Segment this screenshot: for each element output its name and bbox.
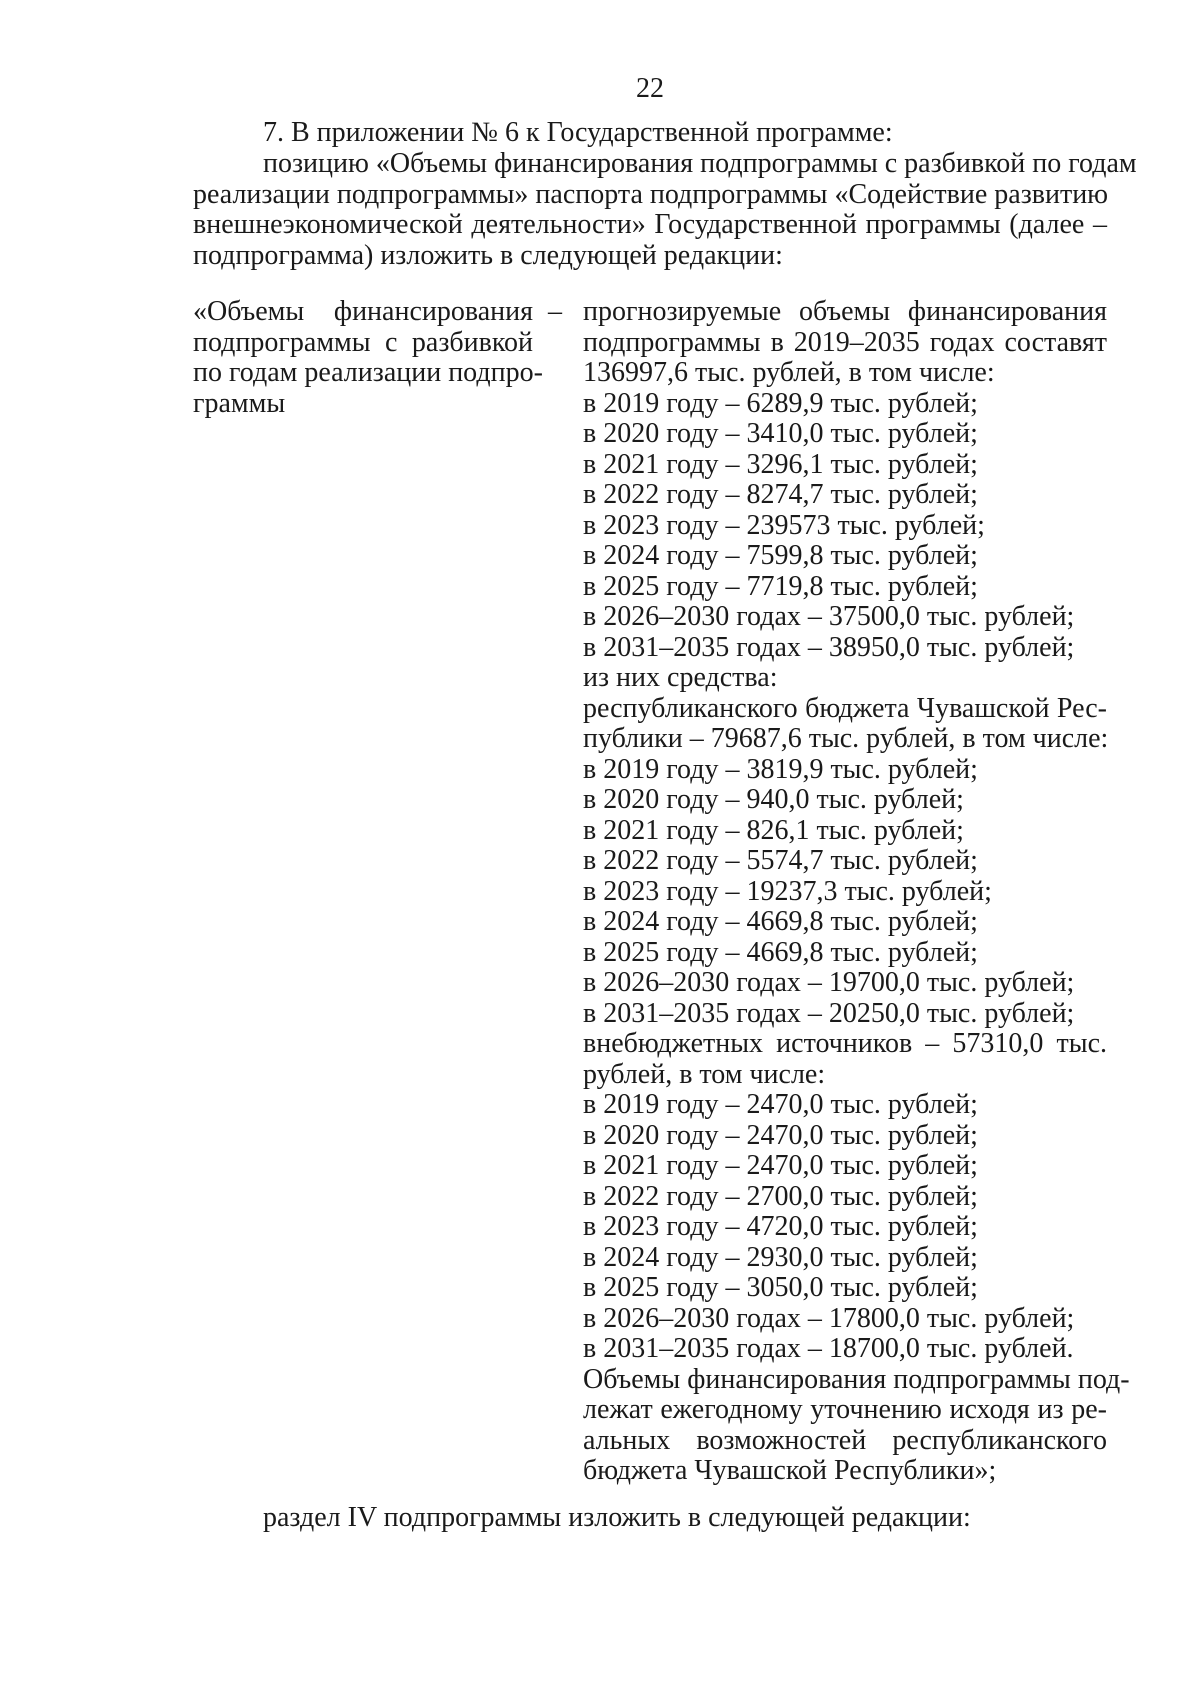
value-line: рублей, в том числе: (583, 1058, 826, 1090)
value-line: в 2025 году – 3050,0 тыс. рублей; (583, 1272, 978, 1303)
separator-dash: – (548, 296, 562, 327)
intro-line: внешнеэкономической деятельности» Государственной программы (далее – (193, 209, 1107, 240)
value-line: в 2021 году – 2470,0 тыс. рублей; (583, 1150, 978, 1181)
value-line: в 2025 году – 4669,8 тыс. рублей; (583, 936, 978, 968)
value-line: в 2023 году – 239573 тыс. рублей; (583, 509, 985, 541)
value-line: внебюджетных источников – 57310,0 тыс. (583, 1028, 1107, 1059)
value-line: в 2022 году – 5574,7 тыс. рублей; (583, 845, 978, 876)
value-line: в 2031–2035 годах – 38950,0 тыс. рублей; (583, 631, 1075, 663)
value-line: в 2031–2035 годах – 18700,0 тыс. рублей. (583, 1333, 1074, 1364)
value-line: в 2025 году – 7719,8 тыс. рублей; (583, 570, 978, 602)
value-line: 136997,6 тыс. рублей, в том числе: (583, 357, 995, 388)
value-line: бюджета Чувашской Республики»; (583, 1455, 997, 1486)
value-line: в 2024 году – 4669,8 тыс. рублей; (583, 906, 978, 937)
position-value (583, 296, 1130, 1487)
value-line: в 2031–2035 годах – 20250,0 тыс. рублей; (583, 997, 1075, 1029)
position-label (193, 296, 543, 419)
intro-paragraph (193, 148, 1137, 271)
page-number: 22 (636, 73, 664, 104)
value-line: в 2019 году – 2470,0 тыс. рублей; (583, 1089, 978, 1120)
value-line: альных возможностей республиканского (583, 1424, 1107, 1456)
value-line: в 2021 году – 826,1 тыс. рублей; (583, 814, 964, 846)
intro-line: позицию «Объемы финансирования подпрограммы с разбивкой по годам (263, 148, 1137, 179)
value-line: в 2026–2030 годах – 19700,0 тыс. рублей; (583, 967, 1075, 998)
value-line: республиканского бюджета Чувашской Рес- (583, 692, 1107, 724)
label-line: подпрограммы с разбивкой (193, 326, 533, 358)
value-line: в 2020 году – 3410,0 тыс. рублей; (583, 418, 978, 449)
value-line: в 2022 году – 8274,7 тыс. рублей; (583, 479, 978, 510)
intro-line: подпрограмма) изложить в следующей редакции: (193, 239, 783, 271)
value-line: в 2020 году – 940,0 тыс. рублей; (583, 784, 964, 815)
value-line: лежат ежегодному уточнению исходя из ре- (583, 1394, 1107, 1425)
value-line: из них средства: (583, 662, 778, 693)
value-line: в 2026–2030 годах – 37500,0 тыс. рублей; (583, 601, 1075, 632)
value-line: в 2022 году – 2700,0 тыс. рублей; (583, 1180, 978, 1212)
intro-line: реализации подпрограммы» паспорта подпрограммы «Содействие развитию (193, 178, 1109, 210)
value-line: в 2021 году – 3296,1 тыс. рублей; (583, 448, 978, 480)
label-line: граммы (193, 387, 286, 419)
value-line: в 2019 году – 3819,9 тыс. рублей; (583, 753, 978, 785)
value-line: Объемы финансирования подпрограммы под- (583, 1363, 1130, 1395)
label-line: по годам реализации подпро- (193, 357, 543, 388)
value-line: в 2024 году – 7599,8 тыс. рублей; (583, 540, 978, 571)
value-line: в 2020 году – 2470,0 тыс. рублей; (583, 1119, 978, 1151)
value-line: публики – 79687,6 тыс. рублей, в том числе: (583, 723, 1109, 754)
value-line: в 2024 году – 2930,0 тыс. рублей; (583, 1241, 978, 1273)
value-line: в 2026–2030 годах – 17800,0 тыс. рублей; (583, 1302, 1075, 1334)
label-line: «Объемы финансирования (193, 296, 533, 327)
item-7-heading: 7. В приложении № 6 к Государственной программе: (263, 117, 893, 148)
value-line: в 2023 году – 19237,3 тыс. рублей; (583, 875, 992, 907)
value-line: в 2023 году – 4720,0 тыс. рублей; (583, 1211, 978, 1242)
value-line: прогнозируемые объемы финансирования (583, 296, 1107, 327)
section-iv-instruction: раздел IV подпрограммы изложить в следующей редакции: (263, 1502, 971, 1533)
value-line: в 2019 году – 6289,9 тыс. рублей; (583, 387, 978, 419)
value-line: подпрограммы в 2019–2035 годах составят (583, 326, 1107, 358)
